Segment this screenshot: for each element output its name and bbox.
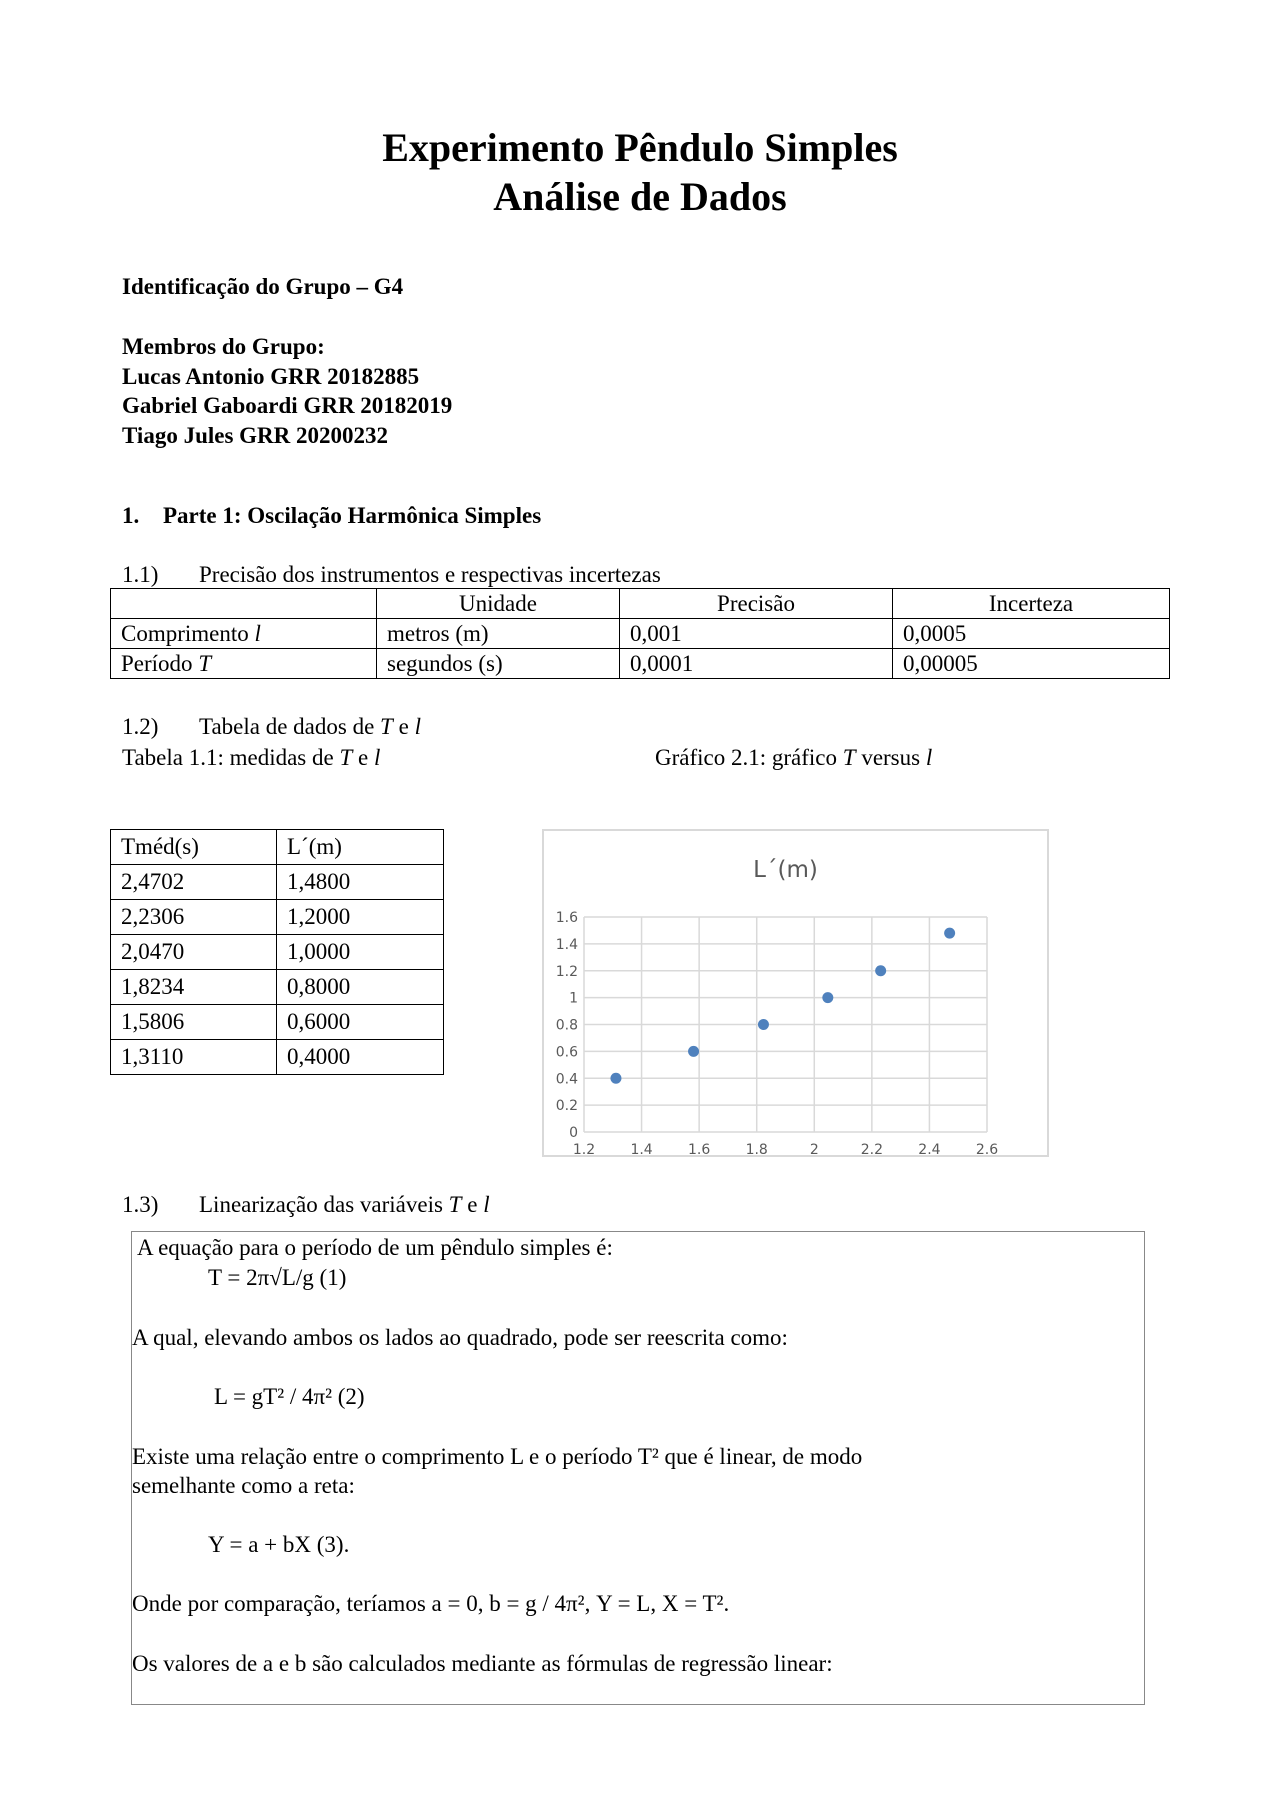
section1-number: 1. <box>122 503 140 528</box>
s13-number: 1.3) <box>122 1192 159 1217</box>
data-point <box>944 928 955 939</box>
members-label: Membros do Grupo: <box>122 334 325 359</box>
section1-title: Parte 1: Oscilação Harmônica Simples <box>163 503 542 528</box>
text-line: A equação para o período de um pêndulo simples é: <box>137 1235 613 1260</box>
y-tick-label: 1.4 <box>555 936 578 953</box>
table-caption: Tabela 1.1: medidas de T e l <box>122 745 381 770</box>
y-tick-label: 1.6 <box>555 910 578 926</box>
member: Gabriel Gaboardi GRR 20182019 <box>122 393 453 418</box>
s12-title: Tabela de dados de T e l <box>199 714 421 739</box>
group-id: Identificação do Grupo – G4 <box>122 274 404 299</box>
chart-caption: Gráfico 2.1: gráfico T versus l <box>655 745 933 770</box>
chart-title: L´(m) <box>753 857 818 883</box>
scatter-chart <box>542 829 1049 1157</box>
y-tick-label: 0.8 <box>555 1017 578 1034</box>
member: Lucas Antonio GRR 20182885 <box>122 364 420 389</box>
data-point <box>688 1046 699 1057</box>
title-line1: Experimento Pêndulo Simples <box>382 125 898 170</box>
text-line: Onde por comparação, teríamos a = 0, b = g / 4π², Y = L, X = T². <box>132 1591 730 1616</box>
header-cell: Precisão <box>620 589 893 619</box>
table-row: 2,4702 1,4800 <box>111 865 444 900</box>
x-tick-label: 2.4 <box>918 1142 941 1155</box>
text-line: semelhante como a reta: <box>132 1473 355 1498</box>
y-tick-label: 1.2 <box>555 963 578 980</box>
member: Tiago Jules GRR 20200232 <box>122 423 389 448</box>
equation-2: L = gT² / 4π² (2) <box>214 1384 365 1409</box>
x-tick-label: 2 <box>809 1142 819 1155</box>
header-cell: Tméd(s) <box>111 830 277 865</box>
s11-title: Precisão dos instrumentos e respectivas incertezas <box>199 562 661 587</box>
equation-1: T = 2π√L/g (1) <box>208 1265 347 1290</box>
x-tick-label: 1.2 <box>572 1142 596 1155</box>
table-row: 2,2306 1,2000 <box>111 900 444 935</box>
x-tick-label: 2.6 <box>975 1142 999 1155</box>
x-tick-label: 1.4 <box>630 1142 653 1155</box>
s13-title: Linearização das variáveis T e l <box>199 1192 490 1217</box>
y-tick-label: 0 <box>569 1125 578 1141</box>
equation-3: Y = a + bX (3). <box>208 1532 350 1557</box>
header-cell: L´(m) <box>277 830 444 865</box>
table-row: 2,0470 1,0000 <box>111 935 444 970</box>
table-row: 1,3110 0,4000 <box>111 1040 444 1075</box>
table-row: 1,8234 0,8000 <box>111 970 444 1005</box>
header-cell: Incerteza <box>893 589 1170 619</box>
x-tick-label: 1.8 <box>745 1142 768 1155</box>
text-line: Os valores de a e b são calculados mediante as fórmulas de regressão linear: <box>132 1651 833 1676</box>
data-table <box>110 829 444 1075</box>
y-tick-label: 0.2 <box>555 1098 578 1115</box>
text-line: A qual, elevando ambos os lados ao quadrado, pode ser reescrita como: <box>132 1325 788 1350</box>
table-row: Comprimento l metros (m) 0,001 0,0005 <box>111 619 1170 649</box>
y-tick-label: 0.4 <box>555 1071 578 1088</box>
header-cell <box>111 589 377 619</box>
s12-number: 1.2) <box>122 714 159 739</box>
precision-table <box>110 588 1170 679</box>
data-point <box>822 992 833 1003</box>
header-cell: Unidade <box>377 589 620 619</box>
s11-number: 1.1) <box>122 562 159 587</box>
data-point <box>610 1073 621 1084</box>
y-tick-label: 1 <box>569 990 578 1007</box>
table-row: Período T segundos (s) 0,0001 0,00005 <box>111 649 1170 679</box>
table-row: 1,5806 0,6000 <box>111 1005 444 1040</box>
data-point <box>758 1019 769 1030</box>
x-tick-label: 1.6 <box>688 1142 711 1155</box>
y-tick-label: 0.6 <box>555 1044 578 1061</box>
title-line2: Análise de Dados <box>493 174 787 219</box>
text-line: Existe uma relação entre o comprimento L e o período T² que é linear, de modo <box>132 1444 863 1469</box>
x-tick-label: 2.2 <box>860 1142 883 1155</box>
data-point <box>875 965 886 976</box>
